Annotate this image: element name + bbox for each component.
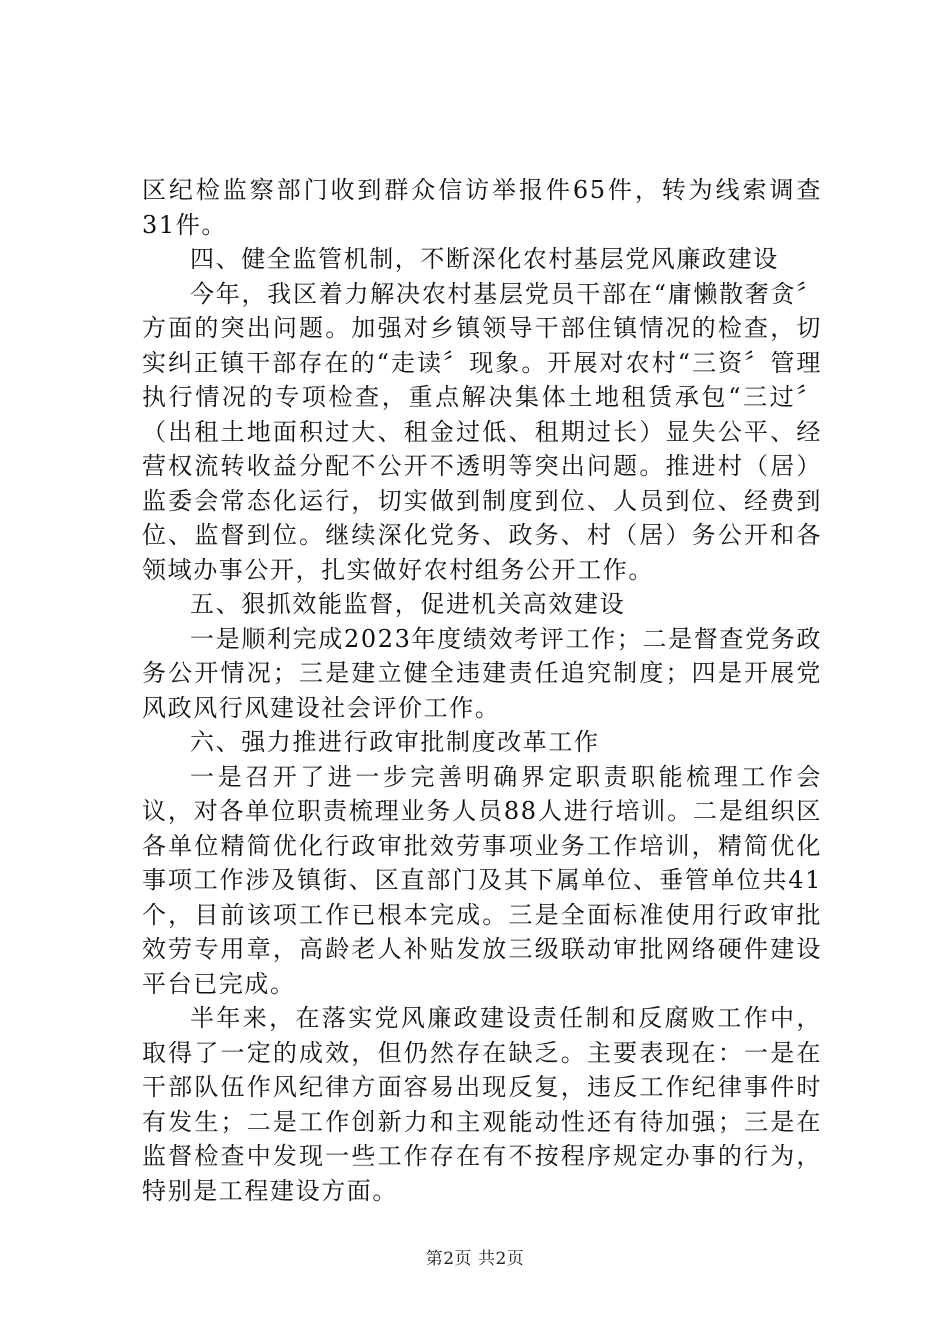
section-heading-5: 五、狠抓效能监督，促进机关高效建设 <box>190 590 626 618</box>
document-body <box>142 173 822 1208</box>
paragraph-section-4: 今年，我区着力解决农村基层党员干部在“庸懒散奢贪〞方面的突出问题。加强对乡镇领导干部住镇情况的检查，切实纠正镇干部存在的“走读〞现象。开展对农村“三资〞管理执行情况的专项检查，重点解决集体土地租赁承包“三过〞（出租土地面积过大、租金过低、租期过长）显失公平、经营权流转收益分配不公开不透明等突出问题。推进村（居）监委会常态化运行，切实做到制度到位、人员到位、经费到位、监督到位。继续深化党务、政务、村（居）务公开和各领域办事公开，扎实做好农村组务公开工作。 <box>142 279 822 584</box>
section-heading-4: 四、健全监管机制，不断深化农村基层党风廉政建设 <box>190 245 779 273</box>
paragraph-section-6: 一是召开了进一步完善明确界定职责职能梳理工作会议，对各单位职责梳理业务人员88人进行培训。二是组织区各单位精简优化行政审批效劳事项业务工作培训，精简优化事项工作涉及镇街、区直部门及其下属单位、垂管单位共41个，目前该项工作已根本完成。三是全面标准使用行政审批效劳专用章，高龄老人补贴发放三级联动审批网络硬件建设平台已完成。 <box>142 762 822 998</box>
page-footer: 第2页 共2页 <box>425 1249 525 1269</box>
section-heading-6: 六、强力推进行政审批制度改革工作 <box>190 728 600 756</box>
paragraph-continuation: 区纪检监察部门收到群众信访举报件65件，转为线索调查31件。 <box>142 176 822 239</box>
paragraph-section-5: 一是顺利完成2023年度绩效考评工作；二是督查党务政务公开情况；三是建立健全违建责任追究制度；四是开展党风政风行风建设社会评价工作。 <box>142 624 822 722</box>
paragraph-summary: 半年来，在落实党风廉政建设责任制和反腐败工作中，取得了一定的成效，但仍然存在缺乏。主要表现在：一是在干部队伍作风纪律方面容易出现反复，违反工作纪律事件时有发生；二是工作创新力和主观能动性还有待加强；三是在监督检查中发现一些工作存在有不按程序规定办事的行为，特别是工程建设方面。 <box>142 1004 822 1205</box>
